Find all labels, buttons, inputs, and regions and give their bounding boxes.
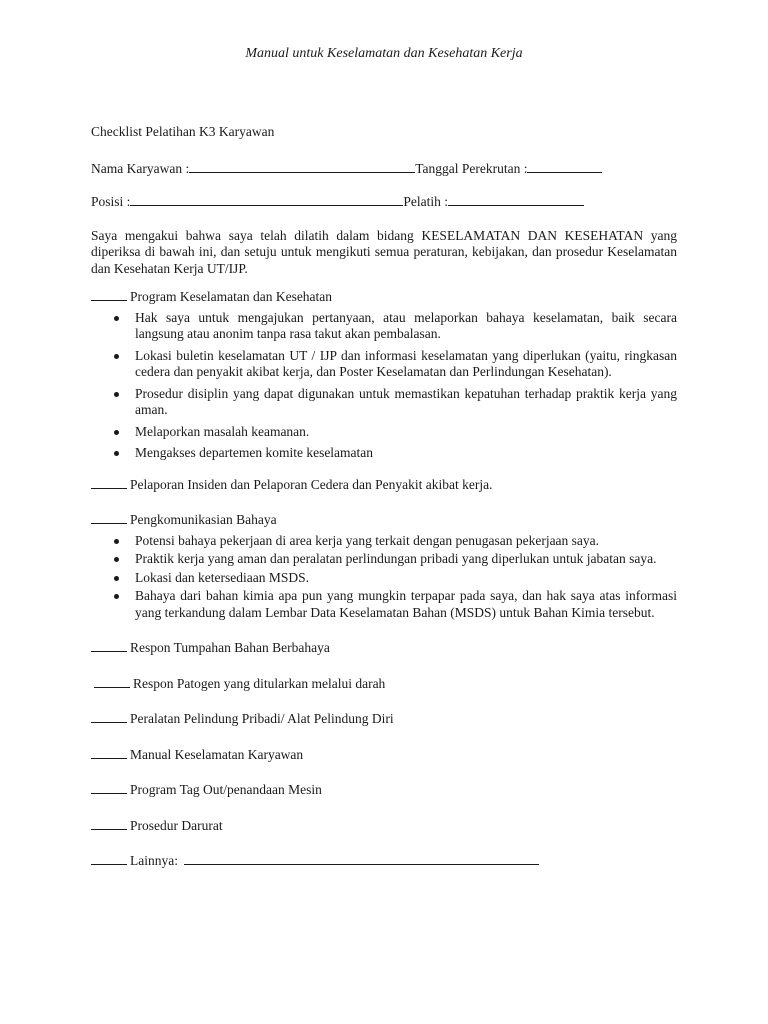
check-blank[interactable] (91, 288, 127, 301)
posisi-label: Posisi : (91, 194, 131, 209)
bullet-icon (114, 430, 119, 435)
document-body (91, 122, 677, 870)
document-title: Checklist Pelatihan K3 Karyawan (91, 124, 275, 139)
lainnya-blank[interactable] (184, 852, 539, 865)
checklist-item (91, 817, 677, 835)
checklist-label: Peralatan Pelindung Pribadi/ Alat Pelindung Diri (130, 711, 394, 726)
bullet-item: Mengakses departemen komite keselamatan (135, 445, 677, 462)
tanggal-blank[interactable] (527, 160, 602, 173)
check-blank[interactable] (91, 639, 127, 652)
checklist-item (91, 675, 677, 693)
checklist-label: Lainnya: (130, 853, 178, 868)
pelatih-blank[interactable] (448, 193, 584, 206)
tanggal-label: Tanggal Perekrutan : (415, 160, 528, 176)
bullet-item: Lokasi buletin keselamatan UT / IJP dan informasi keselamatan yang diperlukan (yaitu, ringkasan cedera dan penyakit akibat kerja, dan Poster Keselamatan dan Perlindungan Kesehatan). (135, 348, 677, 381)
bullet-item: Melaporkan masalah keamanan. (135, 424, 677, 441)
check-blank[interactable] (91, 476, 127, 489)
bullet-item: Hak saya untuk mengajukan pertanyaan, atau melaporkan bahaya keselamatan, baik secara langsung atau anonim tanpa rasa takut akan pembalasan. (135, 310, 677, 343)
checklist-item (91, 710, 677, 728)
checklist-item (91, 639, 677, 657)
page-header: Manual untuk Keselamatan dan Kesehatan Kerja (245, 46, 523, 61)
bullet-icon (114, 557, 119, 562)
checklist-item (91, 746, 677, 764)
posisi-blank[interactable] (130, 193, 403, 206)
bullet-item: Bahaya dari bahan kimia apa pun yang mungkin terpapar pada saya, dan hak saya atas informasi yang terkandung dalam Lembar Data Keselamatan Bahan (MSDS) untuk Bahan Kimia tersebut. (135, 588, 677, 621)
nama-blank[interactable] (189, 160, 415, 173)
check-blank[interactable] (91, 511, 127, 524)
checklist-label: Respon Tumpahan Bahan Berbahaya (130, 640, 330, 655)
pelatih-label: Pelatih : (403, 194, 449, 209)
field-row-name-date (91, 160, 677, 178)
intro-paragraph: Saya mengakui bahwa saya telah dilatih dalam bidang KESELAMATAN DAN KESEHATAN yang diperiksa di bawah ini, dan setuju untuk mengikuti semua peraturan, kebijakan, dan prosedur Keselamatan dan Kesehatan Kerja UT/IJP. (91, 227, 677, 276)
checklist-item (91, 852, 677, 870)
checklist-item (91, 288, 677, 462)
checklist-label: Respon Patogen yang ditularkan melalui darah (133, 675, 386, 691)
checklist-label: Pelaporan Insiden dan Pelaporan Cedera dan Penyakit akibat kerja. (130, 476, 493, 492)
bullet-icon (114, 576, 119, 581)
nama-label: Nama Karyawan : (91, 160, 190, 176)
checklist-label: Manual Keselamatan Karyawan (130, 746, 304, 762)
field-row-position-trainer (91, 193, 677, 211)
checklist-label: Program Tag Out/penandaan Mesin (130, 782, 322, 797)
checklist-label: Program Keselamatan dan Kesehatan (130, 289, 333, 304)
bullet-item: Prosedur disiplin yang dapat digunakan untuk memastikan kepatuhan terhadap praktik kerja yang aman. (135, 386, 677, 419)
bullet-icon (114, 316, 119, 321)
bullet-icon (114, 594, 119, 599)
bullet-icon (114, 392, 119, 397)
bullet-icon (114, 539, 119, 544)
checklist-label: Pengkomunikasian Bahaya (130, 512, 277, 527)
checklist-item (91, 781, 677, 799)
check-blank[interactable] (91, 746, 127, 759)
bullet-item: Praktik kerja yang aman dan peralatan perlindungan pribadi yang diperlukan untuk jabatan saya. (135, 551, 677, 568)
check-blank[interactable] (91, 817, 127, 830)
checklist-label: Prosedur Darurat (130, 817, 223, 833)
check-blank[interactable] (94, 675, 130, 688)
checklist-item (91, 511, 677, 621)
bullet-icon (114, 354, 119, 359)
bullet-item: Lokasi dan ketersediaan MSDS. (135, 570, 677, 587)
check-blank[interactable] (91, 852, 127, 865)
check-blank[interactable] (91, 781, 127, 794)
bullet-icon (114, 451, 119, 456)
bullet-item: Potensi bahaya pekerjaan di area kerja yang terkait dengan penugasan pekerjaan saya. (135, 533, 677, 550)
check-blank[interactable] (91, 710, 127, 723)
checklist-item (91, 476, 677, 494)
